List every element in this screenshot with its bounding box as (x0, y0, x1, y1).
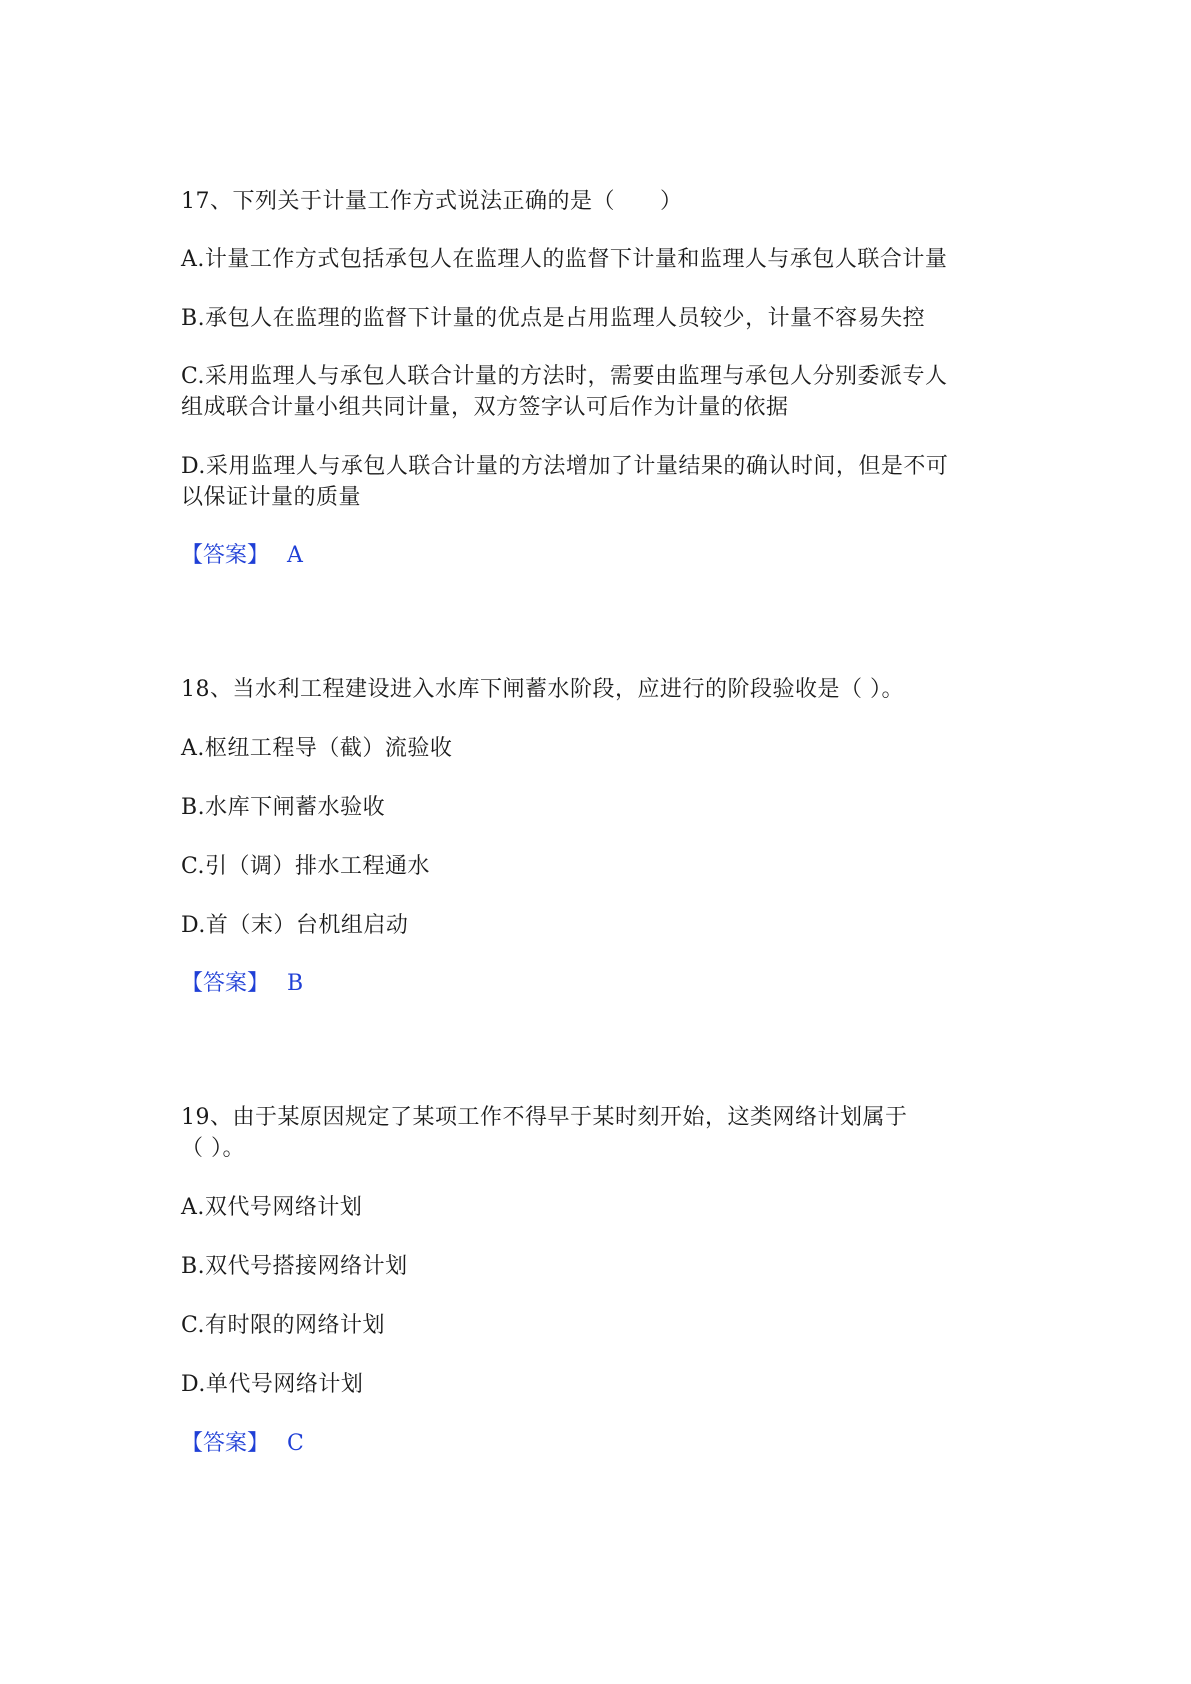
question-19-option-d: D.单代号网络计划 (181, 1372, 364, 1397)
answer-label: 【答案】 (181, 543, 270, 568)
question-17-option-b: B.承包人在监理的监督下计量的优点是占用监理人员较少，计量不容易失控 (181, 306, 926, 331)
question-19-option-b: B.双代号搭接网络计划 (181, 1254, 408, 1279)
question-19-stem-line-1: 19、由于某原因规定了某项工作不得早于某时刻开始，这类网络计划属于 (181, 1105, 908, 1130)
answer-label: 【答案】 (181, 971, 270, 996)
question-17-option-d-line-1: D.采用监理人与承包人联合计量的方法增加了计量结果的确认时间，但是不可 (181, 454, 949, 479)
question-19-option-c: C.有时限的网络计划 (181, 1313, 386, 1338)
answer-letter: A (287, 543, 303, 568)
question-19-option-a: A.双代号网络计划 (181, 1195, 363, 1220)
question-17-option-a: A.计量工作方式包括承包人在监理人的监督下计量和监理人与承包人联合计量 (181, 247, 948, 272)
question-18-option-c: C.引（调）排水工程通水 (181, 854, 431, 879)
question-18-option-a: A.枢纽工程导（截）流验收 (181, 736, 453, 761)
question-19-answer (181, 1429, 304, 1459)
question-18-answer (181, 969, 303, 999)
question-17-option-d-line-2: 以保证计量的质量 (181, 485, 362, 510)
question-18-option-b: B.水库下闸蓄水验收 (181, 795, 386, 820)
question-17-option-c-line-1: C.采用监理人与承包人联合计量的方法时，需要由监理与承包人分别委派专人 (181, 364, 948, 389)
question-19-stem-line-2: （ ）。 (181, 1136, 245, 1161)
question-18-option-d: D.首（末）台机组启动 (181, 913, 409, 938)
question-17-stem: 17、下列关于计量工作方式说法正确的是（ ） (181, 189, 683, 214)
answer-letter: B (287, 971, 304, 996)
question-17-option-c-line-2: 组成联合计量小组共同计量，双方签字认可后作为计量的依据 (181, 395, 789, 420)
answer-letter: C (287, 1431, 304, 1456)
answer-label: 【答案】 (181, 1431, 270, 1456)
question-18-stem: 18、当水利工程建设进入水库下闸蓄水阶段，应进行的阶段验收是（ ）。 (181, 677, 904, 702)
question-17-answer (181, 541, 303, 571)
